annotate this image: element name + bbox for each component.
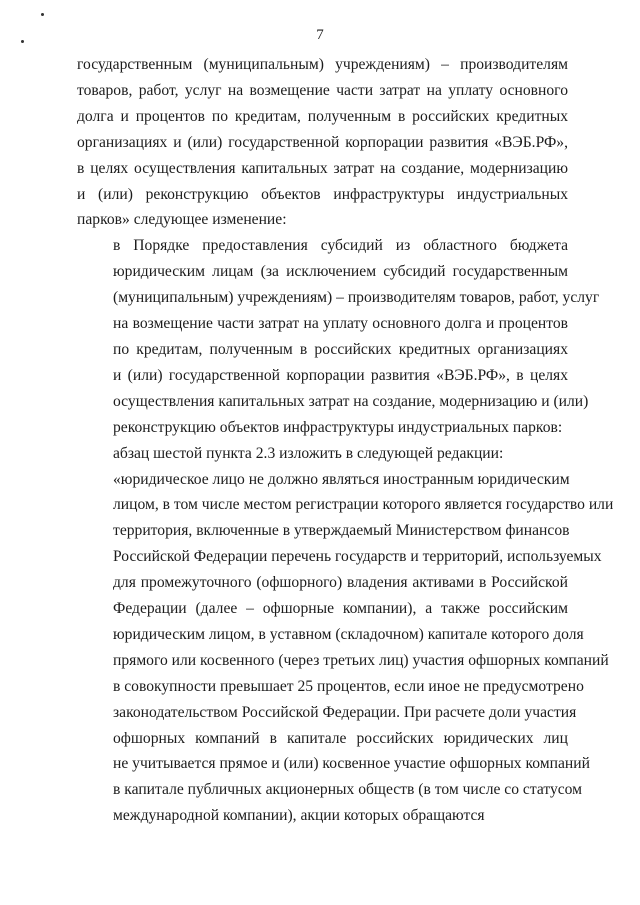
- text-line: товаров, работ, услуг на возмещение части затрат на уплату основного: [77, 81, 568, 99]
- text-line: парков» следующее изменение:: [77, 211, 287, 229]
- text-line: в Порядке предоставления субсидий из областного бюджета: [113, 237, 568, 255]
- text-line: для промежуточного (офшорного) владения активами в Российской: [113, 574, 568, 592]
- text-line: юридическим лицом, в уставном (складочном) капитале которого доля: [113, 625, 584, 643]
- document-body: [77, 52, 614, 829]
- text-line: «юридическое лицо не должно являться иностранным юридическим: [113, 470, 570, 488]
- text-line: осуществления капитальных затрат на создание, модернизацию и (или): [113, 392, 589, 410]
- text-line: долга и процентов по кредитам, полученным в российских кредитных: [77, 107, 568, 125]
- paragraph: [77, 233, 600, 440]
- text-line: реконструкцию объектов инфраструктуры индустриальных парков:: [113, 418, 563, 436]
- text-line: и (или) государственной корпорации развития «ВЭБ.РФ», в целях: [113, 366, 568, 384]
- text-line: юридическим лицам (за исключением субсидий государственным: [113, 263, 568, 281]
- text-line: Федерации (далее – офшорные компании), а также российским: [113, 600, 568, 618]
- text-line: государственным (муниципальным) учреждениям) – производителям: [77, 56, 568, 73]
- scan-speck: [41, 13, 44, 16]
- text-line: абзац шестой пункта 2.3 изложить в следующей редакции:: [113, 444, 504, 462]
- paragraph: [77, 52, 568, 233]
- text-line: по кредитам, полученным в российских кредитных организациях: [113, 340, 568, 358]
- paragraph: [77, 467, 614, 830]
- text-line: Российской Федерации перечень государств и территорий, используемых: [113, 548, 602, 566]
- text-line: в целях осуществления капитальных затрат на создание, модернизацию: [77, 159, 568, 177]
- text-line: прямого или косвенного (через третьих лиц) участия офшорных компаний: [113, 651, 609, 669]
- text-line: в совокупности превышает 25 процентов, если иное не предусмотрено: [113, 677, 584, 695]
- text-line: на возмещение части затрат на уплату основного долга и процентов: [113, 315, 568, 333]
- text-line: не учитывается прямое и (или) косвенное участие офшорных компаний: [113, 755, 590, 773]
- text-line: лицом, в том числе местом регистрации которого является государство или: [113, 496, 614, 514]
- text-line: в капитале публичных акционерных обществ (в том числе со статусом: [113, 781, 583, 799]
- text-line: организациях и (или) государственной корпорации развития «ВЭБ.РФ»,: [77, 133, 568, 151]
- text-line: законодательством Российской Федерации. При расчете доли участия: [113, 703, 577, 721]
- text-line: и (или) реконструкцию объектов инфраструктуры индустриальных: [77, 185, 568, 203]
- text-line: международной компании), акции которых обращаются: [113, 807, 485, 825]
- text-line: офшорных компаний в капитале российских юридических лиц: [113, 729, 568, 747]
- text-line: территория, включенные в утверждаемый Министерством финансов: [113, 522, 570, 540]
- paragraph: [77, 441, 568, 467]
- page-number: 7: [316, 27, 324, 43]
- text-line: (муниципальным) учреждениям) – производителям товаров, работ, услуг: [113, 289, 600, 307]
